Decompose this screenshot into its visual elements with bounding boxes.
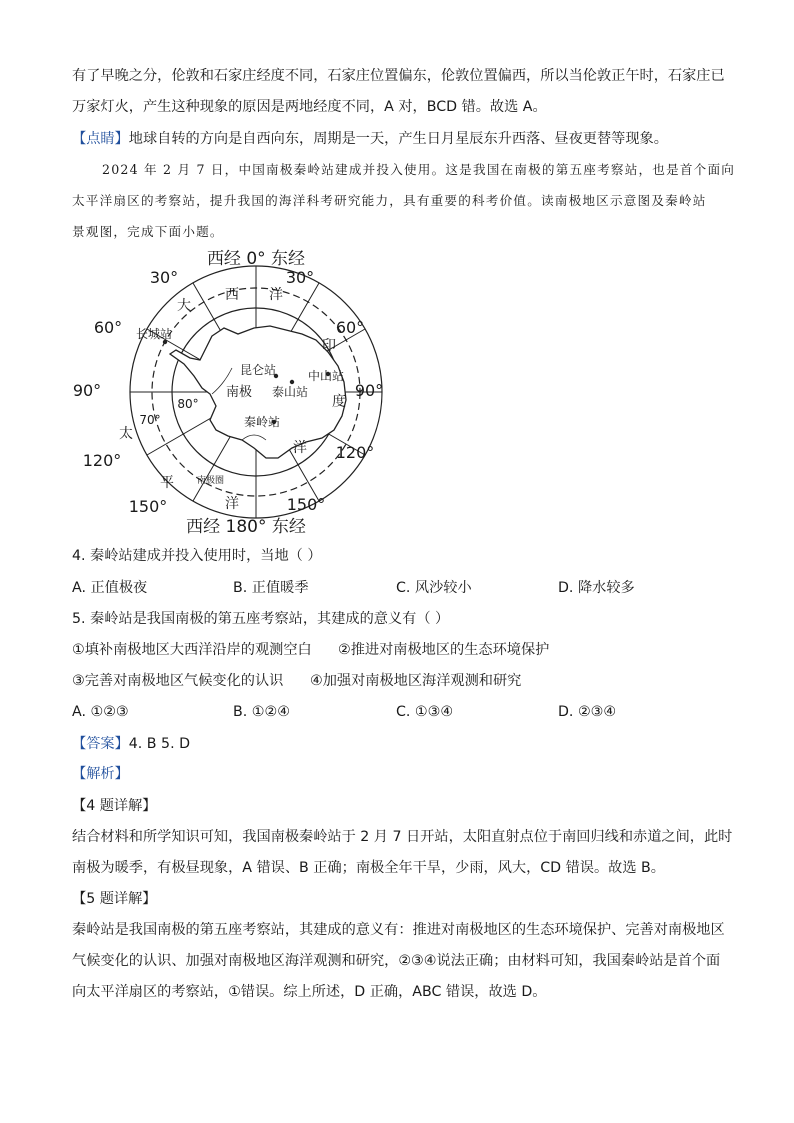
q5-item-1: ①填补南极地区大西洋沿岸的观测空白 [72,642,312,658]
detail4-line-1: 结合材料和所学知识可知，我国南极秦岭站于 2 月 7 日开站，太阳直射点位于南回归线和赤道之间，此时 [72,829,733,845]
q5-stem: 5. 秦岭站是我国南极的第五座考察站，其建成的意义有（ ） [72,611,450,627]
lon-w30-label: 30° [149,268,179,287]
material-line-1: 2024 年 2 月 7 日，中国南极秦岭站建成并投入使用。这是我国在南极的第五座考察站，也是首个面向 [102,162,736,177]
prev-line-2: 万家灯火，产生这种现象的原因是两地经度不同，A 对，BCD 错。故选 A。 [72,99,547,115]
kunlun-station-label: 昆仑站 [240,363,277,377]
ocean-xi-label: 西 [225,287,239,303]
lat-80-label: 80° [177,397,199,411]
lon-e30-label: 30° [285,268,315,287]
material-line-2: 太平洋扇区的考察站，提升我国的海洋科考研究能力，具有重要的科考价值。读南极地区示意图及秦岭站 [72,193,707,208]
q4-stem: 4. 秦岭站建成并投入使用时，当地（ ） [72,548,322,564]
detail4-line-2: 南极为暖季，有极昼现象，A 错误、B 正确；南极全年干旱，少雨，风大，CD 错误。故选 B。 [72,860,665,876]
analysis-line [72,764,129,784]
material-line-3: 景观图，完成下面小题。 [72,224,224,239]
q5-option-c: C. ①③④ [396,704,454,720]
ocean-yang1-label: 洋 [269,287,283,303]
answer-line [72,734,190,754]
dianjing-label: 【点睛】 [72,131,129,147]
q5-item-4: ④加强对南极地区海洋观测和研究 [310,673,522,689]
ocean-yang2-label: 洋 [293,440,307,456]
detail5-line-1: 秦岭站是我国南极的第五座考察站，其建成的意义有：推进对南极地区的生态环境保护、完善对南极地区 [72,922,725,938]
lon-e90-label: 90° [354,381,384,400]
q4-option-a: A. 正值极夜 [72,580,148,596]
lat-70-label: 70° [139,413,161,427]
prev-line-1: 有了早晚之分，伦敦和石家庄经度不同，石家庄位置偏东，伦敦位置偏西，所以当伦敦正午时，石家庄已 [72,68,725,84]
lon-e150-label: 150° [286,495,326,514]
detail5-line-3: 向太平洋扇区的考察站，①错误。综上所述，D 正确，ABC 错误，故选 D。 [72,984,547,1000]
lon-e120-label: 120° [335,443,375,462]
qinling-station-label: 秦岭站 [244,415,281,429]
taishan-station-label: 泰山站 [272,385,309,399]
detail4-heading: 【4 题详解】 [72,798,157,814]
q4-option-d: D. 降水较多 [558,580,635,596]
ocean-du-label: 度 [332,394,346,410]
analysis-label: 【解析】 [72,766,129,782]
q5-option-a: A. ①②③ [72,704,129,720]
map-bottom-label: 西经 180° 东经 [186,517,306,537]
q5-item-2: ②推进对南极地区的生态环境保护 [338,642,550,658]
dianjing-paragraph [72,129,668,149]
lon-w120-label: 120° [82,451,122,470]
ocean-tai-label: 太 [119,426,133,442]
dianjing-text: 地球自转的方向是自西向东，周期是一天，产生日月星辰东升西落、昼夜更替等现象。 [128,131,668,147]
q4-option-b: B. 正值暖季 [233,580,309,596]
q5-option-d: D. ②③④ [558,704,617,720]
south-pole-label: 南极 [226,385,253,400]
detail5-line-2: 气候变化的认识、加强对南极地区海洋观测和研究，②③④说法正确；由材料可知，我国秦岭站是首个面 [72,953,721,969]
map-top-label: 西经 0° 东经 [206,249,306,269]
ocean-ping-label: 平 [160,475,174,491]
ocean-yin-label: 印 [322,338,336,354]
ocean-da-label: 大 [177,298,191,314]
changcheng-station-label: 长城站 [136,327,173,341]
antarctic-circle-label: 南极圈 [197,476,225,486]
answer-text: 4. B 5. D [128,736,191,752]
lon-e60-label: 60° [335,318,365,337]
lon-w150-label: 150° [128,497,168,516]
taishan-station-marker [290,380,294,384]
antarctica-map [66,244,396,540]
q5-item-3: ③完善对南极地区气候变化的认识 [72,673,284,689]
detail5-heading: 【5 题详解】 [72,891,157,907]
lon-w90-label: 90° [72,381,102,400]
lon-w60-label: 60° [93,318,123,337]
zhongshan-station-label: 中山站 [308,369,345,383]
answer-label: 【答案】 [72,736,129,752]
q4-option-c: C. 风沙较小 [396,580,472,596]
q5-option-b: B. ①②④ [233,704,290,720]
ocean-yang3-label: 洋 [225,496,239,512]
